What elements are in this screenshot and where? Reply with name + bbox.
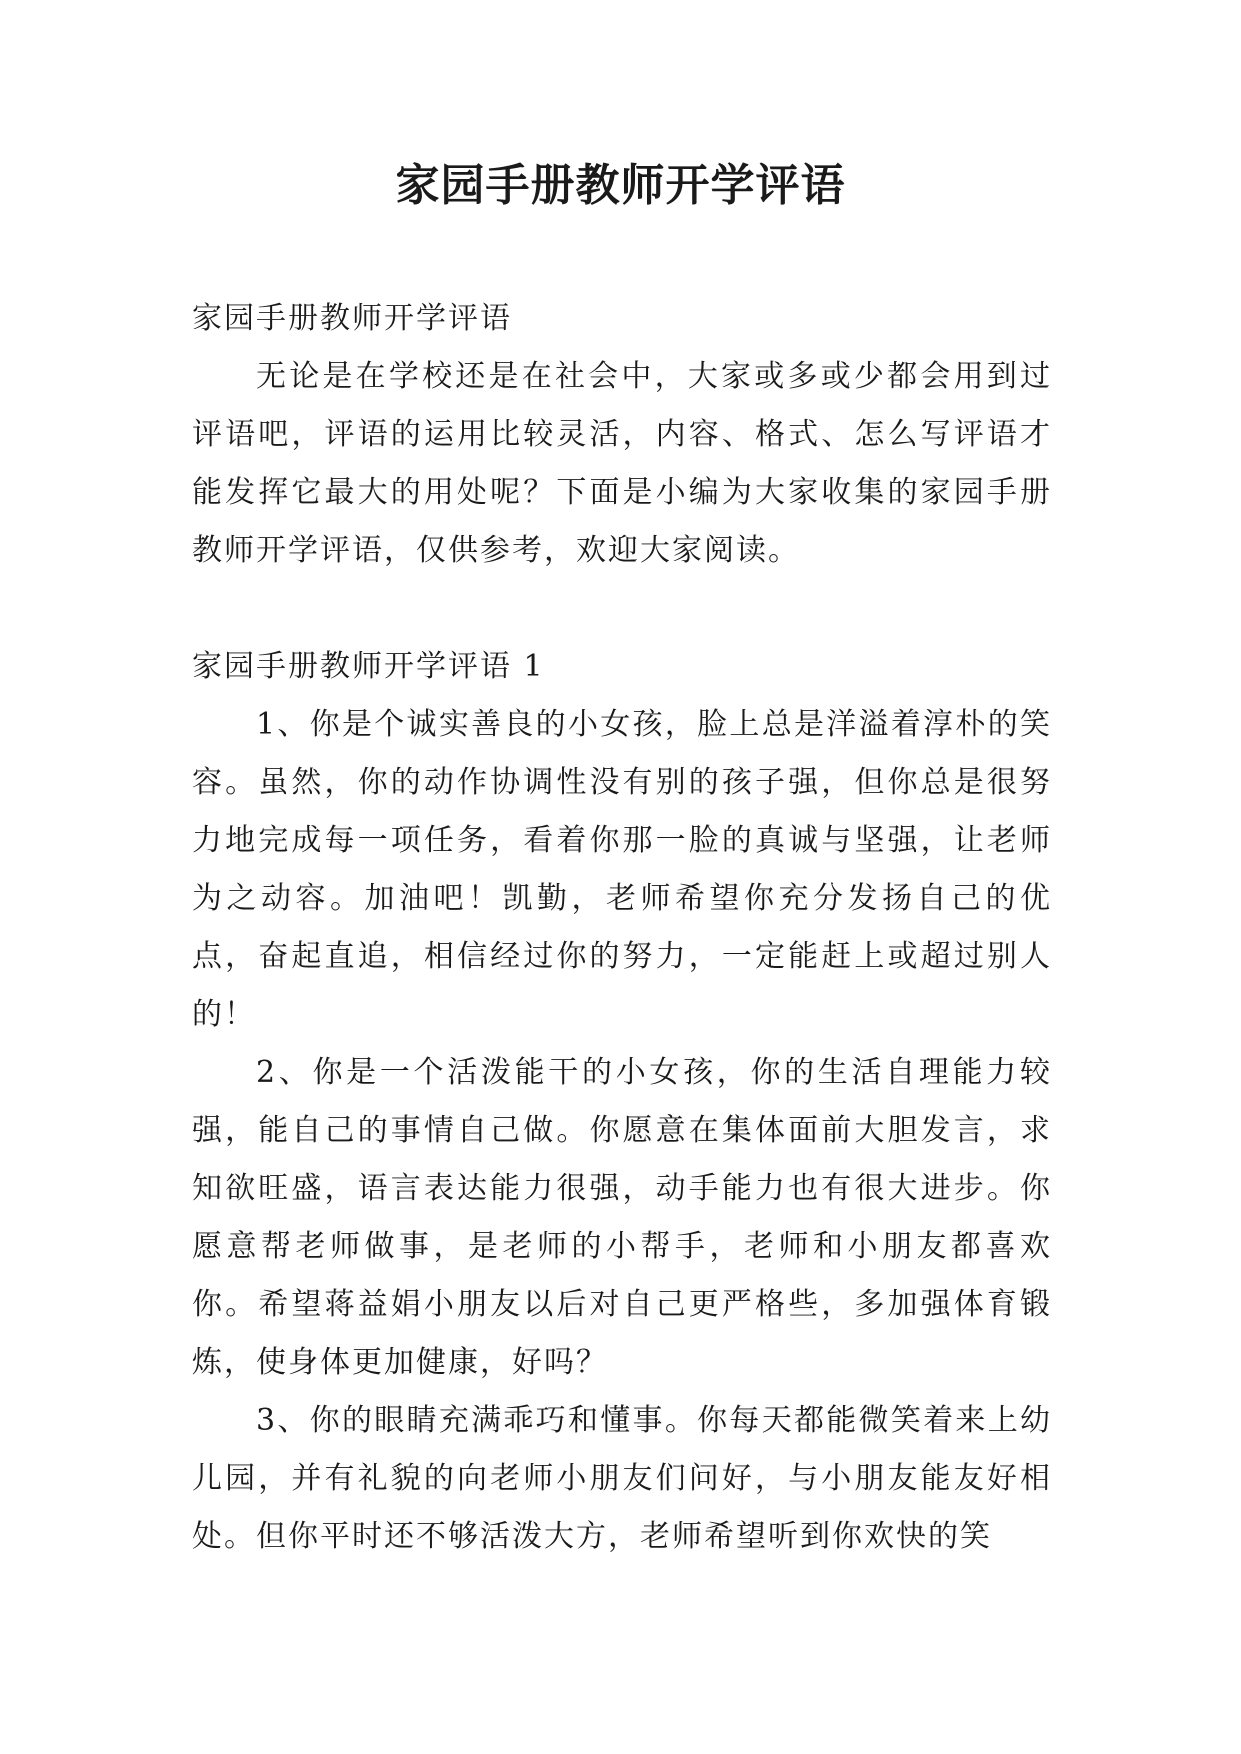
document-subtitle: 家园手册教师开学评语	[192, 301, 512, 336]
comment-paragraph-2: 2、你是一个活泼能干的小女孩，你的生活自理能力较强，能自己的事情自己做。你愿意在集体面前大胆发言，求知欲旺盛，语言表达能力很强，动手能力也有很大进步。你愿意帮老师做事，是老师的小帮手，老师和小朋友都喜欢你。希望蒋益娟小朋友以后对自己更严格些，多加强体育锻炼，使身体更加健康，好吗？	[192, 1055, 1052, 1380]
document-title: 家园手册教师开学评语	[395, 160, 846, 211]
intro-paragraph: 无论是在学校还是在社会中，大家或多或少都会用到过评语吧，评语的运用比较灵活，内容、格式、怎么写评语才能发挥它最大的用处呢？下面是小编为大家收集的家园手册教师开学评语，仅供参考，欢迎大家阅读。	[192, 359, 1052, 568]
document-body	[192, 290, 1052, 1566]
section-heading: 家园手册教师开学评语 1	[192, 649, 545, 684]
comment-paragraph-1: 1、你是个诚实善良的小女孩，脸上总是洋溢着淳朴的笑容。虽然，你的动作协调性没有别的孩子强，但你总是很努力地完成每一项任务，看着你那一脸的真诚与坚强，让老师为之动容。加油吧！凯勤，老师希望你充分发扬自己的优点，奋起直追，相信经过你的努力，一定能赶上或超过别人的！	[192, 707, 1052, 1032]
comment-paragraph-3: 3、你的眼睛充满乖巧和懂事。你每天都能微笑着来上幼儿园，并有礼貌的向老师小朋友们问好，与小朋友能友好相处。但你平时还不够活泼大方，老师希望听到你欢快的笑	[192, 1403, 1052, 1554]
paragraph-spacer	[192, 580, 1052, 638]
